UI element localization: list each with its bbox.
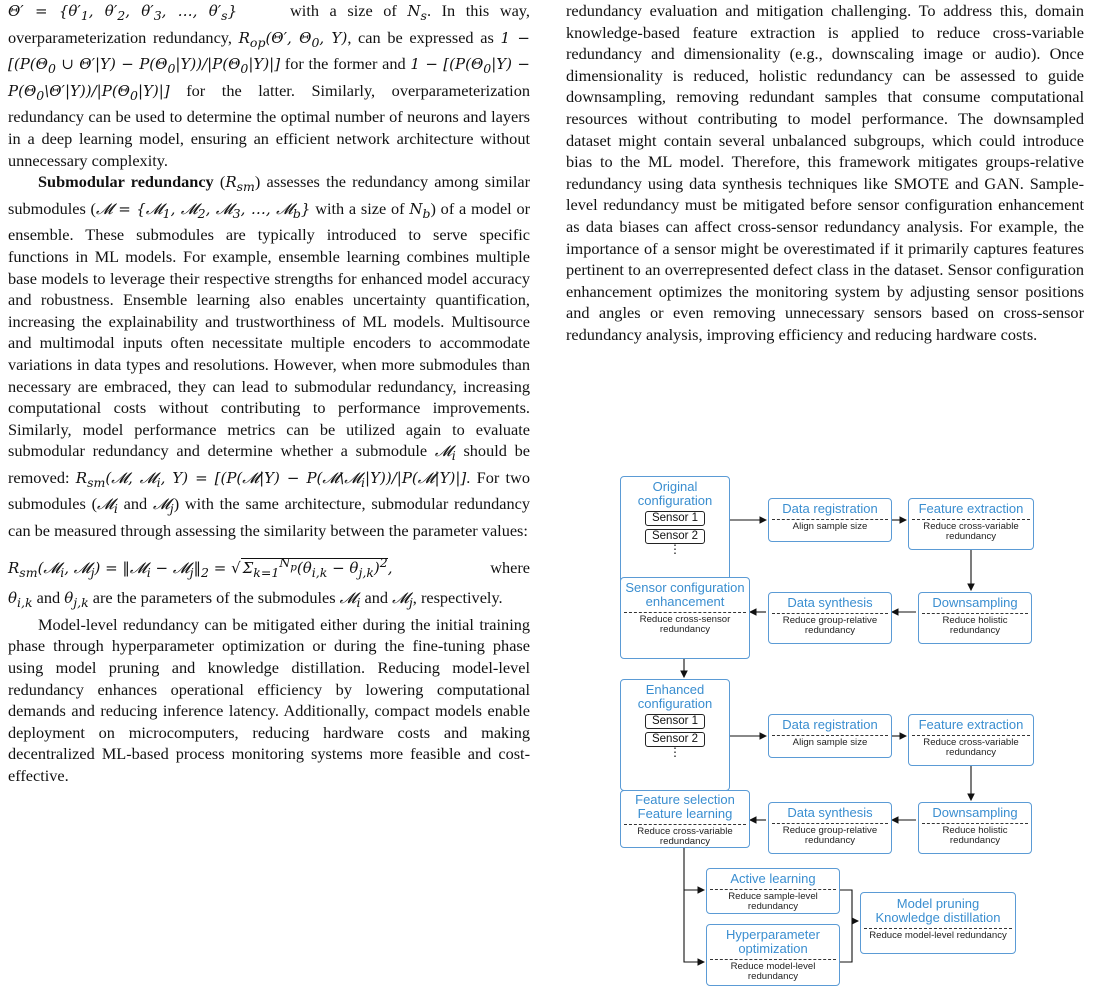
paragraph-parameters: $\theta_{i,k}$ and $\theta_{j,k}$ are the parameters of the submodules 𝓜$_i$ and 𝓜$_j$, respectively. <box>8 588 503 611</box>
feature-extraction-title: Feature extraction <box>918 501 1024 516</box>
paragraph-framework: redundancy evaluation and mitigation challenging. To address this, domain knowledge-based feature extraction is applied to reduce cross-variable redundancy and dimensionality (e.g., downscaling image or audio). Once dimensionality is reduced, holistic redundancy can be assessed to guide downsampling, removing redundant samples that consume computational resources without contributing to model performance. The downsampled dataset might contain several unbalanced subgroups, which could introduce bias to the ML model. Therefore, this framework mitigates groups-relative redundancy using data synthesis techniques like SMOTE and GAN. Sample-level redundancy must be mitigated before sensor configuration enhancement as data biases can affect cross-sensor redundancy analysis. For example, the importance of a sensor might be overestimated if it primarily captures features pertinent to an overrepresented defect class in the dataset. Sensor configuration enhancement optimizes the monitoring system by adjusting sensor positions and angles or even removing unnecessary sensors based on cross-sensor redundancy analysis, improving efficiency and reducing hardware costs. <box>566 1 1084 344</box>
paragraph-model-level: Model-level redundancy can be mitigated either during the initial training phase through hyperparameter optimization or during the fine-tuning phase using model pruning and knowledge distillation. Reducing model-level redundancy enhances operational efficiency by lowering computational demands and reducing inference latency. Additionally, compact models enable deployment on microcomputers, reducing hardware costs and making decentralized ML-based process monitoring systems more feasible and cost-effective. <box>8 614 530 785</box>
sensor-2-label: Sensor 2 <box>645 529 705 544</box>
arrow-selection-to-hyper <box>684 848 704 962</box>
downsampling-2-desc: Reduce holistic redundancy <box>922 823 1028 846</box>
enhanced-sensor-1-label: Sensor 1 <box>645 714 705 729</box>
data-synthesis-title: Data synthesis <box>787 595 873 610</box>
box-data-registration-2 <box>768 714 892 758</box>
box-sensor-configuration-enhancement <box>620 577 750 659</box>
equation-submodular: $R_{sm}(𝓜_i$, 𝓜$_j$) = ‖𝓜$_i$ − $𝓜_j‖_2$ = √ $\Sigma_{k=1}^{N_p}(\theta_{i,k} - \theta_{j,k})^2$, where <box>8 554 530 580</box>
submodular-heading: Submodular redundancy <box>38 172 214 192</box>
box-downsampling-2 <box>918 802 1032 854</box>
downsampling-desc: Reduce holistic redundancy <box>922 613 1028 636</box>
box-data-synthesis-2 <box>768 802 892 854</box>
knowledge-distillation-title: Knowledge distillation <box>875 910 1001 925</box>
arrow-active-merge <box>840 890 852 921</box>
hyperparameter-title: Hyperparameter optimization <box>726 927 820 956</box>
box-original-configuration <box>620 476 730 588</box>
feature-selection-title: Feature selection <box>635 792 735 807</box>
enhanced-configuration-title: Enhanced configuration <box>637 682 713 711</box>
data-registration-2-desc: Align sample size <box>772 735 888 748</box>
sensor-enhancement-title: Sensor configuration enhancement <box>625 580 745 609</box>
box-active-learning <box>706 868 840 914</box>
data-registration-2-title: Data registration <box>782 717 878 732</box>
box-enhanced-configuration <box>620 679 730 791</box>
framework-flowchart <box>600 476 1030 988</box>
box-feature-extraction-1 <box>908 498 1034 550</box>
active-learning-desc: Reduce sample-level redundancy <box>710 889 836 912</box>
paragraph-submodular: Submodular redundancy $(R_{sm})$ assesses the redundancy among similar submodules (𝓜 = {𝓜$_1$, 𝓜$_2$, 𝓜$_3$, …, 𝓜$_b$} with a size of $N_b$) of a model or ensemble. These submodules are typically introduced to serve specific functions in ML models. For example, ensemble learning combines multiple base models to leverage their respective strengths for enhanced model accuracy and robustness. Ensemble learning also enables uncertainty quantification, increasing the explainability and trustworthiness of ML models. Multisource and multimodal inputs often necessitate multiple encoders to accommodate variations in data types and resolutions. However, when more submodules than necessary are embraced, they can lead to submodular redundancy, increasing computational costs without contributing to performance improvements. Similarly, model performance metrics can be utilized again to evaluate submodular redundancy and determine whether a submodule 𝓜$_i$ should be removed: $R_{sm}(𝓜$, 𝓜$_i$, Y) = [(P(𝓜|Y) − P(𝓜\𝓜$_i$|Y))/|P(𝓜|Y)|]. For two submodules (𝓜$_i$ and 𝓜$_j$) with the same architecture, submodular redundancy can be measured through assessing the similarity between the parameter values: <box>8 172 531 541</box>
left-column <box>8 0 530 787</box>
data-synthesis-2-title: Data synthesis <box>787 805 873 820</box>
enhanced-sensor-2-label: Sensor 2 <box>645 732 705 747</box>
box-feature-selection-learning <box>620 790 750 848</box>
feature-extraction-2-title: Feature extraction <box>918 717 1024 732</box>
feature-extraction-desc: Reduce cross-variable redundancy <box>912 519 1030 542</box>
hyperparameter-desc: Reduce model-level redundancy <box>710 959 836 982</box>
box-model-pruning-distillation <box>860 892 1016 954</box>
data-synthesis-desc: Reduce group-relative redundancy <box>772 613 888 636</box>
enhanced-more-sensors-dots: ⋮ <box>669 745 681 759</box>
sensor-1-label: Sensor 1 <box>645 511 705 526</box>
sensor-enhancement-desc: Reduce cross-sensor redundancy <box>624 612 746 635</box>
equation-where: where <box>490 557 530 577</box>
data-registration-desc: Align sample size <box>772 519 888 532</box>
feature-learning-title: Feature learning <box>637 806 733 821</box>
model-pruning-desc: Reduce model-level redundancy <box>864 928 1012 941</box>
paragraph-overparameterization: $\Theta' = \{\theta'_1$, $\theta'_2$, $\theta'_3$, …, $\theta'_s$} with a size of $N_s$. In this way, overparameterization redundancy, $R_{op}(\Theta'$, $\Theta_0$, Y), can be expressed as $1 - [(P(\Theta_0$ ∪ $\Theta'|Y) - P(\Theta_0|Y))/|P(\Theta_0|Y)|$] for the former and $1 - [(P(\Theta_0|Y)$ − $P(\Theta_0\backslash\Theta'|Y))/|P(\Theta_0|Y)|$] for the latter. Similarly, overparameterization redundancy can be used to determine the optimal number of neurons and layers in a deep learning model, ensuring an efficient network architecture without unnecessary complexity. <box>8 1 530 170</box>
feature-selection-desc: Reduce cross-variable redundancy <box>624 824 746 847</box>
box-data-synthesis-1 <box>768 592 892 644</box>
feature-extraction-2-desc: Reduce cross-variable redundancy <box>912 735 1030 758</box>
data-synthesis-2-desc: Reduce group-relative redundancy <box>772 823 888 846</box>
box-data-registration-1 <box>768 498 892 542</box>
box-feature-extraction-2 <box>908 714 1034 766</box>
downsampling-title: Downsampling <box>932 595 1018 610</box>
downsampling-2-title: Downsampling <box>932 805 1018 820</box>
right-column <box>566 0 1084 346</box>
model-pruning-title: Model pruning <box>896 896 980 911</box>
arrow-hyper-merge <box>840 921 852 962</box>
more-sensors-dots: ⋮ <box>669 542 681 556</box>
original-configuration-title: Original configuration <box>637 479 713 508</box>
box-hyperparameter-optimization <box>706 924 840 986</box>
data-registration-title: Data registration <box>782 501 878 516</box>
box-downsampling-1 <box>918 592 1032 644</box>
active-learning-title: Active learning <box>730 871 816 886</box>
